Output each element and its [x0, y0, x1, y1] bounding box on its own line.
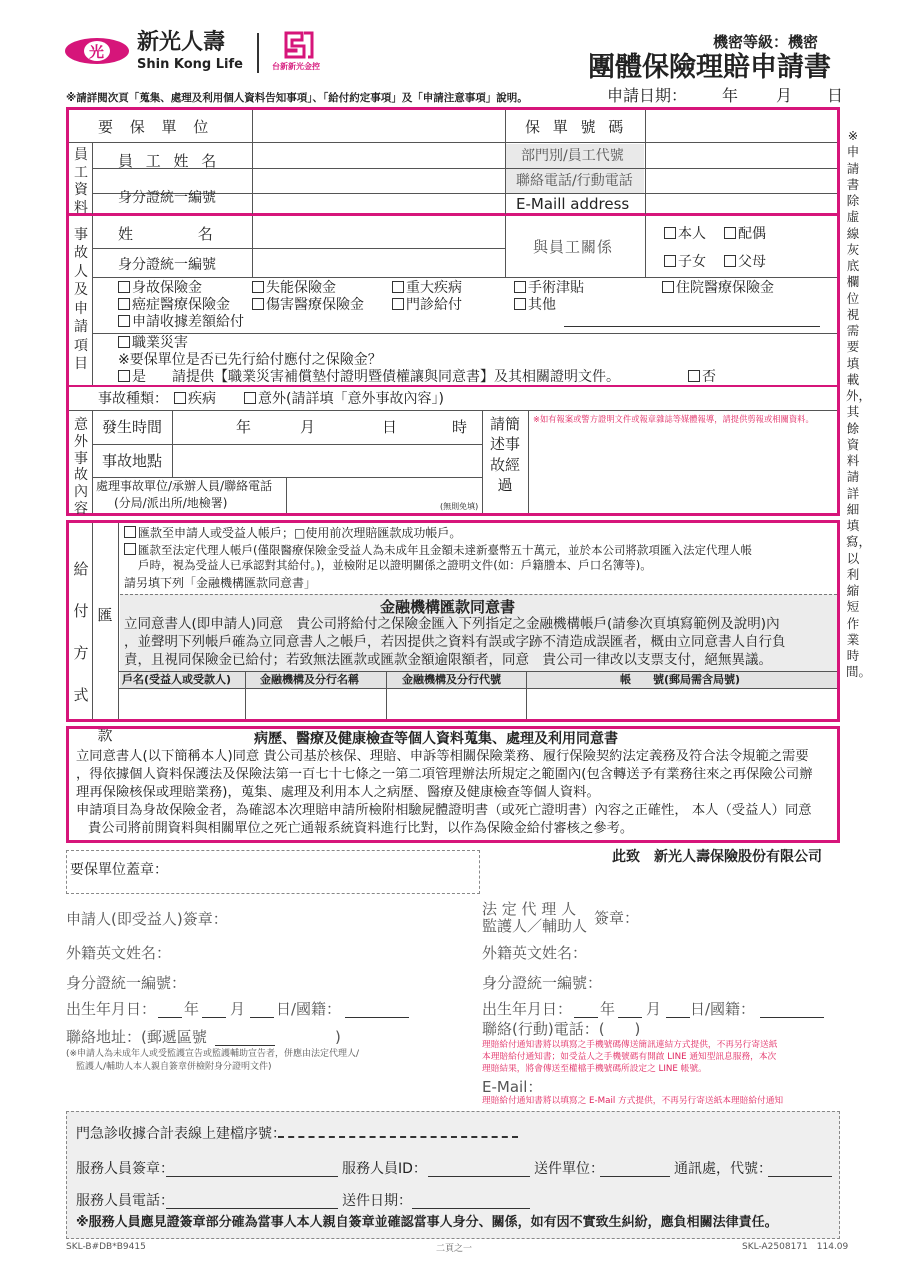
- relation-label: 與員工關係: [533, 238, 614, 256]
- policyholder-label: 要 保 單 位: [98, 118, 215, 136]
- applicant-foreign-name: 外籍英文姓名：: [66, 944, 172, 962]
- receipt-serial-label: 門急診收據合計表線上建檔序號：: [76, 1126, 286, 1142]
- applicant-birth-month[interactable]: 月: [230, 1000, 246, 1018]
- claimant-name-label: 姓 名: [118, 225, 243, 243]
- bank-name-field[interactable]: [247, 690, 385, 718]
- guardian-label-1: 法 定 代 理 人: [482, 900, 577, 918]
- header-notice: ※請詳閱次頁「蒐集、處理及利用個人資料告知事項」、「給付約定事項」及「申請注意事項」說明。: [66, 92, 528, 104]
- agreement-line-2: ，並聲明下列帳戶確為立同意書人之帳戶，若因提供之資料有誤或字跡不清造成誤匯者，概由立同意書人自行負: [124, 634, 786, 650]
- guardian-sign-field[interactable]: [640, 904, 830, 930]
- address-label: 聯絡地址：(郵遞區號: [66, 1028, 207, 1046]
- pay-option-2[interactable]: 匯款至法定代理人帳戶(僅限醫療保險金受益人為未成年且金額未達新臺幣五十萬元，並於本公司將款項匯入法定代理人帳: [124, 543, 752, 558]
- staff-sign-line[interactable]: [166, 1175, 338, 1177]
- occur-time-month[interactable]: 月: [300, 418, 316, 436]
- item-surgery[interactable]: 手術津貼: [514, 280, 584, 297]
- occur-time-day[interactable]: 日: [382, 418, 398, 436]
- item-other[interactable]: 其他: [514, 297, 556, 314]
- advance-question: ※要保單位是否已先行給付應付之保險金？: [118, 352, 382, 368]
- company-seal-label: 要保單位蓋章：: [70, 862, 168, 878]
- col-account-no: 帳 號(郵局需含局號): [620, 673, 741, 686]
- apply-date-month[interactable]: 月: [776, 86, 793, 105]
- guardian-birth-day[interactable]: 日/國籍：: [690, 1000, 756, 1018]
- employee-id-field[interactable]: [254, 194, 504, 213]
- pay-option-1[interactable]: 匯款至申請人或受益人帳戶；□使用前次理賠匯款成功帳戶。: [124, 526, 461, 540]
- guardian-id-no: 身分證統一編號：: [482, 974, 603, 992]
- brief-description-field[interactable]: [530, 442, 836, 512]
- confidential-level: 機密等級：機密: [713, 33, 819, 51]
- item-outpatient[interactable]: 門診給付: [392, 297, 462, 314]
- guardian-sign-label: 簽章：: [594, 909, 640, 927]
- col-bank-code: 金融機構及分行代號: [402, 673, 501, 686]
- line-note-3: 理賠結果，將會傳送至權檔手機號碼所設定之 LINE 帳號。: [482, 1064, 707, 1074]
- footer-right-code: SKL-A2508171 114.09: [742, 1242, 849, 1252]
- occur-time-year[interactable]: 年: [236, 418, 252, 436]
- line-note-2: 本理賠給付通知書；如受益人之手機號碼有開啟 LINE 通知型訊息服務，本次: [482, 1052, 777, 1062]
- logo-divider: [257, 33, 259, 73]
- staff-id-line[interactable]: [428, 1175, 530, 1177]
- agreement-title: 金融機構匯款同意書: [380, 598, 516, 616]
- consent-line-1: 立同意書人(以下簡稱本人)同意 貴公司基於核保、理賠、申訴等相關保險業務、履行保險契約法定義務及符合法令規範之需要: [76, 749, 809, 764]
- relation-parent[interactable]: 父母: [724, 254, 766, 271]
- handling-unit-label: 處理事故單位/承辦人員/聯絡電話: [96, 479, 273, 493]
- advance-yes-detail: 請提供【職業災害補償墊付證明暨債權讓與同意書】及其相關證明文件。: [172, 369, 620, 385]
- brand-name-cn: 新光人壽: [137, 30, 226, 55]
- col-account-name: 戶名(受益人或受款人): [122, 673, 232, 686]
- accident-type-accident[interactable]: 意外(請詳填「意外事故內容」): [244, 391, 444, 408]
- item-injury-medical[interactable]: 傷害醫療保險金: [252, 297, 364, 314]
- office-code-label: 通訊處，代號：: [674, 1161, 772, 1177]
- employee-info-vertical: 員工資料: [74, 147, 88, 216]
- send-date-label: 送件日期：: [342, 1193, 412, 1209]
- consent-line-5: 貴公司將前開資料與相關單位之死亡通報系統資料進行比對，以作為保險金給付審核之參考。: [88, 821, 634, 836]
- occur-time-label: 發生時間: [102, 418, 163, 436]
- staff-warning: ※服務人員應見證簽章部分確為當事人本人親自簽章並確認當事人身分、關係，如有因不實致生糾紛，應負相關法律責任。: [76, 1215, 778, 1230]
- claimant-name-field[interactable]: [254, 217, 504, 247]
- agreement-line-3: 責，且視同保險金已給付；若致無法匯款或匯款金額逾限額者，同意 貴公司一律改以支票支付，絕無異議。: [124, 652, 772, 668]
- accident-place-field[interactable]: [174, 446, 480, 476]
- consent-line-4: 申請項目為身故保險金者，為確認本次理賠申請所檢附相驗屍體證明書（或死亡證明書）內容之正確性， 本人（受益人）同意: [76, 803, 812, 818]
- applicant-sign-field[interactable]: [236, 904, 466, 930]
- send-unit-label: 送件單位：: [534, 1161, 604, 1177]
- employee-name-field[interactable]: [254, 143, 504, 193]
- group-name: 台新新光金控: [272, 62, 320, 71]
- send-date-line[interactable]: [412, 1207, 530, 1209]
- accident-place-label: 事故地點: [102, 452, 163, 470]
- email-note: 理賠給付通知書將以填寫之 E-Mail 方式提供，不再另行寄送紙本理賠給付通知: [482, 1096, 784, 1106]
- address-close: ): [335, 1028, 341, 1046]
- employee-id-label: 身分證統一編號: [118, 190, 216, 206]
- side-note: ※申請書除虛線灰底欄位視需要填載外，其餘資料請詳細填寫，以利縮短作業時間。: [846, 128, 872, 680]
- group-logo: [282, 30, 314, 60]
- item-cancer[interactable]: 癌症醫療保險金: [118, 297, 230, 314]
- accident-type-illness[interactable]: 疾病: [174, 391, 216, 408]
- policy-no-label: 保 單 號 碼: [525, 118, 628, 136]
- claimant-id-field[interactable]: [254, 249, 504, 277]
- claimant-id-label: 身分證統一編號: [118, 257, 216, 273]
- applicant-birth-label: 出生年月日：: [66, 1000, 157, 1018]
- item-receipt-diff[interactable]: 申請收據差額給付: [118, 314, 244, 331]
- email-sign-label: E-Mail：: [482, 1078, 543, 1096]
- agreement-line-1: 立同意書人(即申請人)同意 貴公司將給付之保險金匯入下列指定之金融機構帳戶(請參次頁填寫範例及說明)內: [124, 616, 780, 632]
- pay-option-2-cont: 戶時，視為受益人已承認對其給付。)，並檢附足以證明關係之證明文件(如：戶籍謄本、戶口名簿等)。: [138, 558, 652, 572]
- applicant-birth-day[interactable]: 日/國籍：: [276, 1000, 342, 1018]
- minor-note-2: 監護人/輔助人本人親自簽章併檢附身分證明文件): [76, 1062, 272, 1072]
- guardian-birth-month[interactable]: 月: [646, 1000, 662, 1018]
- col-bank-name: 金融機構及分行名稱: [260, 673, 359, 686]
- policy-no-field[interactable]: [647, 111, 837, 141]
- to-company: 此致 新光人壽保險股份有限公司: [612, 849, 822, 865]
- applicant-nationality-line[interactable]: [345, 1016, 409, 1018]
- relation-self[interactable]: 本人: [664, 226, 706, 243]
- mobile-label: 聯絡(行動)電話：( ): [482, 1020, 641, 1038]
- accident-content-vertical: 意外事故內容: [74, 417, 88, 517]
- occur-time-hour[interactable]: 時: [452, 418, 468, 436]
- remittance-vertical: 匯款: [97, 606, 113, 744]
- apply-date-day[interactable]: 日: [827, 86, 844, 105]
- bank-code-field[interactable]: [388, 690, 525, 718]
- apply-date-label: 申請日期：: [607, 86, 688, 105]
- zip-code-line[interactable]: [215, 1044, 275, 1046]
- staff-id-label: 服務人員ID：: [342, 1161, 427, 1177]
- policyholder-field[interactable]: [254, 111, 504, 141]
- brand-name-en: Shin Kong Life: [137, 57, 243, 72]
- pay-option-3: 請另填下列「金融機構匯款同意書」: [124, 576, 317, 590]
- staff-phone-line[interactable]: [166, 1207, 338, 1209]
- consent-title: 病歷、醫療及健康檢查等個人資料蒐集、處理及利用同意書: [254, 731, 618, 747]
- email-label: E-Maill address: [516, 195, 630, 213]
- minor-note-1: (※申請人為未成年人或受監護宣告或監護輔助宣告者，併應由法定代理人/: [66, 1049, 360, 1059]
- company-logo: [64, 36, 130, 66]
- staff-sign-label: 服務人員簽章：: [76, 1161, 174, 1177]
- item-other-line[interactable]: [564, 325, 820, 327]
- office-code-line[interactable]: [768, 1175, 832, 1177]
- phone-label: 聯絡電話/行動電話: [516, 173, 633, 189]
- guardian-birth-label: 出生年月日：: [482, 1000, 573, 1018]
- no-report-note: (無則免填): [440, 502, 479, 511]
- apply-date-year[interactable]: 年: [722, 86, 739, 105]
- payment-vertical: 給付方式: [73, 560, 89, 704]
- claimant-vertical: 事故人及申請項目: [74, 227, 88, 373]
- guardian-nationality-line[interactable]: [760, 1016, 824, 1018]
- applicant-sign-label: 申請人(即受益人)簽章：: [66, 910, 228, 928]
- relation-child[interactable]: 子女: [664, 254, 706, 271]
- item-critical-illness[interactable]: 重大疾病: [392, 280, 462, 297]
- account-no-field[interactable]: [528, 690, 836, 718]
- advance-yes[interactable]: 是: [118, 369, 146, 386]
- brief-description-vertical: 請簡述事故經過: [490, 415, 521, 494]
- guardian-foreign-name: 外籍英文姓名：: [482, 944, 588, 962]
- consent-line-2: ，得依據個人資料保護法及保險法第一百七十七條之一第二項管理辦法所規定之範圍內(包含轉送予有業務往來之再保險公司辦: [76, 767, 813, 782]
- logo-symbol: 光: [89, 43, 105, 61]
- occupational-injury[interactable]: 職業災害: [118, 335, 188, 352]
- footer-page: 二頁之一: [436, 1244, 473, 1254]
- employee-name-label: 員 工 姓 名: [118, 152, 221, 170]
- account-name-field[interactable]: [120, 690, 244, 718]
- accident-type-label: 事故種類：: [98, 391, 168, 407]
- guardian-label-2: 監護人／輔助人: [482, 917, 588, 935]
- handling-unit-sub: (分局/派出所/地檢署): [114, 496, 228, 510]
- line-note-1: 理賠給付通知書將以填寫之手機號碼傳送簡訊連結方式提供，不再另行寄送紙: [482, 1040, 778, 1050]
- email-sign-field[interactable]: [548, 1078, 828, 1096]
- staff-phone-label: 服務人員電話：: [76, 1193, 174, 1209]
- relation-spouse[interactable]: 配偶: [724, 226, 766, 243]
- item-death[interactable]: 身故保險金: [118, 280, 202, 297]
- page-title: 團體保險理賠申請書: [588, 52, 831, 83]
- applicant-id-no: 身分證統一編號：: [66, 974, 187, 992]
- consent-line-3: 理再保險核保或理賠業務)，蒐集、處理及利用本人之病歷、醫療及健康檢查等個人資料。: [76, 785, 600, 800]
- send-unit-line[interactable]: [600, 1175, 670, 1177]
- guardian-birth-year[interactable]: 年: [600, 1000, 616, 1018]
- email-field[interactable]: [647, 194, 837, 213]
- applicant-birth-year[interactable]: 年: [184, 1000, 200, 1018]
- item-disability[interactable]: 失能保險金: [252, 280, 336, 297]
- footer-left-code: SKL-B#DB*B9415: [66, 1242, 146, 1252]
- brief-note-1: ※如有報案或警方證明文件或報章雜誌等媒體報導，請提供剪報或相關資料。: [533, 414, 814, 424]
- dept-label: 部門別/員工代號: [521, 148, 624, 164]
- item-hospitalization[interactable]: 住院醫療保險金: [662, 280, 774, 297]
- advance-no[interactable]: 否: [688, 369, 716, 386]
- receipt-serial-field[interactable]: [278, 1136, 518, 1138]
